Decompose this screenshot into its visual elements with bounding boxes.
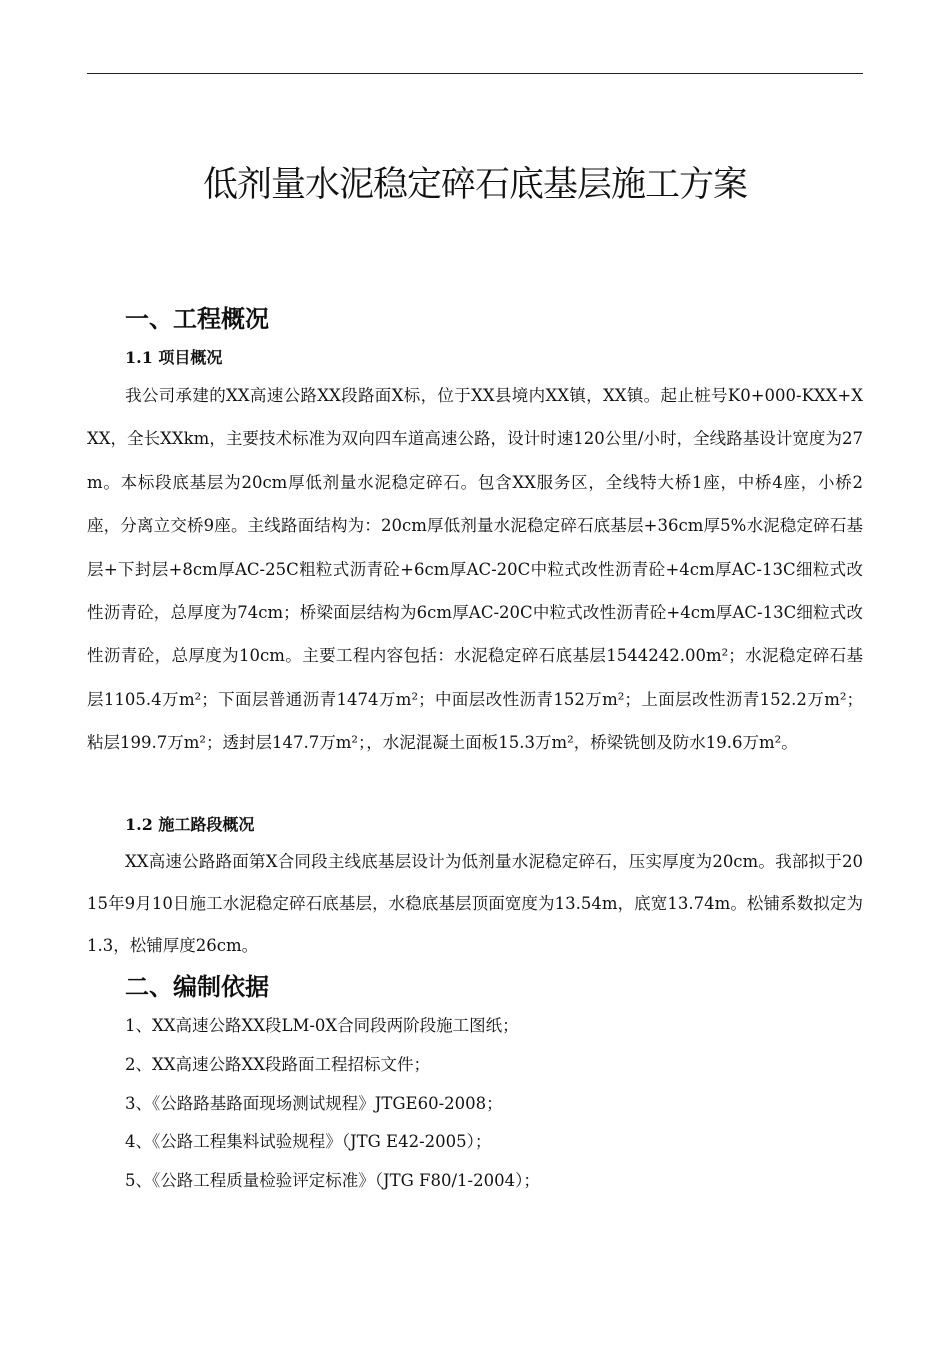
paragraph-project-overview: 我公司承建的XX高速公路XX段路面X标，位于XX县境内XX镇，XX镇。起止桩号K0+000-KXX+XXX，全长XXkm，主要技术标准为双向四车道高速公路，设计时速120公里/小时，全线路基设计宽度为27m。本标段底基层为20cm厚低剂量水泥稳定碎石。包含XX服务区，全线特大桥1座，中桥4座，小桥2座，分离立交桥9座。主线路面结构为：20cm厚低剂量水泥稳定碎石底基层+36cm厚5%水泥稳定碎石基层+下封层+8cm厚AC-25C粗粒式沥青砼+6cm厚AC-20C中粒式改性沥青砼+4cm厚AC-13C细粒式改性沥青砼，总厚度为74cm；桥梁面层结构为6cm厚AC-20C中粒式改性沥青砼+4cm厚AC-13C细粒式改性沥青砼，总厚度为10cm。主要工程内容包括：水泥稳定碎石底基层1544242.00m²；水泥稳定碎石基层1105.4万m²；下面层普通沥青1474万m²；中面层改性沥青152万m²；上面层改性沥青152.2万m²；粘层199.7万m²；透封层147.7万m²；，水泥混凝土面板15.3万m²，桥梁铣刨及防水19.6万m²。 [87, 386, 863, 753]
subsection-heading-segment: 1.2 施工路段概况 [125, 815, 255, 834]
list-item: 5、《公路工程质量检验评定标准》（JTG F80/1-2004）； [125, 1171, 540, 1190]
list-item: 3、《公路路基路面现场测试规程》JTGE60-2008； [125, 1094, 503, 1113]
list-item: 4、《公路工程集料试验规程》（JTG E42-2005）； [125, 1132, 492, 1151]
list-item: 2、XX高速公路XX段路面工程招标文件； [125, 1055, 430, 1074]
section-heading-basis: 二、编制依据 [125, 972, 269, 1001]
paragraph-segment-overview: XX高速公路路面第X合同段主线底基层设计为低剂量水泥稳定碎石，压实厚度为20cm。我部拟于2015年9月10日施工水泥稳定碎石底基层，水稳底基层顶面宽度为13.54m，底宽13.74m。松铺系数拟定为1.3，松铺厚度26cm。 [87, 852, 863, 955]
subsection-heading-project: 1.1 项目概况 [125, 348, 223, 367]
header-rule [87, 73, 863, 74]
section-heading-overview: 一、工程概况 [125, 304, 269, 333]
document-title: 低剂量水泥稳定碎石底基层施工方案 [202, 165, 747, 205]
list-item: 1、XX高速公路XX段LM-0X合同段两阶段施工图纸； [125, 1016, 519, 1035]
